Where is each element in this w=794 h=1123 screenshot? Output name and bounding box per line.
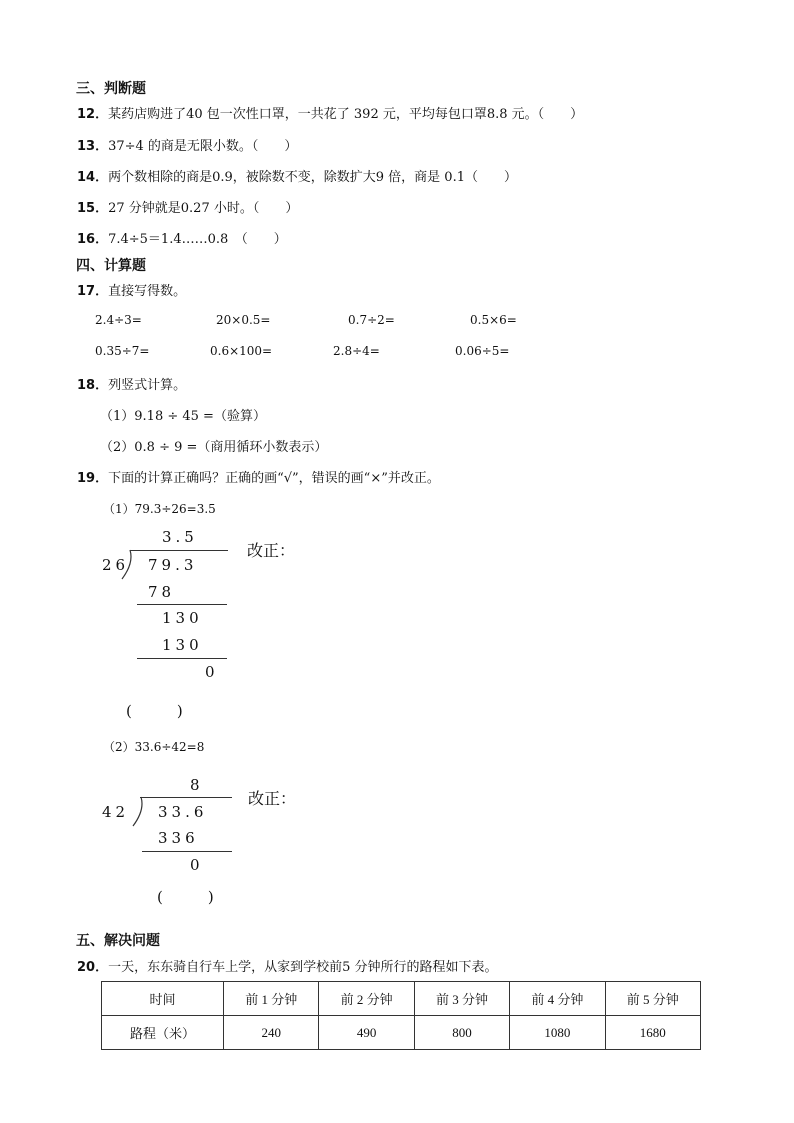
table-row	[102, 1016, 701, 1050]
calc-item: 0.5×6=	[470, 313, 517, 327]
table-cell: 800	[414, 1016, 509, 1050]
section-4-title: 四、计算题	[76, 258, 146, 274]
question-number: 12．	[77, 107, 109, 122]
table-header-cell: 前 1 分钟	[224, 982, 319, 1016]
long-division-remainder: 0	[190, 856, 204, 874]
long-division-dividend: 79.3	[148, 556, 198, 574]
table-header-cell: 前 5 分钟	[605, 982, 700, 1016]
table-cell: 路程（米）	[102, 1016, 224, 1050]
question-text: 直接写得数。	[108, 284, 187, 299]
table-cell: 1080	[510, 1016, 605, 1050]
question-number: 14．	[77, 170, 109, 185]
question-17	[77, 280, 186, 299]
question-text: 37÷4 的商是无限小数。（ ）	[108, 139, 298, 154]
question-text: 一天，东东骑自行车上学，从家到学校前5 分钟所行的路程如下表。	[108, 960, 498, 975]
question-text: 27 分钟就是0.27 小时。（ ）	[108, 201, 299, 216]
division-rule	[142, 851, 232, 852]
question-18	[77, 374, 186, 393]
long-division-divisor: 26	[102, 556, 130, 574]
long-division-step: 78	[148, 583, 176, 601]
distance-table	[101, 981, 701, 1050]
table-header-cell: 前 2 分钟	[319, 982, 414, 1016]
calc-item: 0.6×100=	[210, 344, 273, 358]
long-division-step: 336	[158, 829, 199, 847]
q18-sub-2: （2）0.8 ÷ 9 =（商用循环小数表示）	[100, 440, 328, 455]
q18-sub-1: （1）9.18 ÷ 45 =（验算）	[100, 409, 266, 424]
calc-item: 0.7÷2=	[348, 313, 395, 327]
division-rule	[137, 658, 227, 659]
answer-bracket[interactable]: ( )	[157, 888, 214, 906]
division-bar	[140, 797, 232, 798]
question-12	[77, 103, 583, 122]
question-text: 7.4÷5＝1.4……0.8 （ ）	[108, 232, 287, 247]
table-cell: 240	[224, 1016, 319, 1050]
question-number: 17．	[77, 284, 109, 299]
correction-label: 改正：	[248, 789, 297, 808]
table-header-row	[102, 982, 701, 1016]
long-division-step: 130	[162, 609, 203, 627]
question-text: 列竖式计算。	[108, 378, 187, 393]
division-rule	[137, 604, 227, 605]
calc-item: 2.8÷4=	[333, 344, 380, 358]
division-bar	[130, 550, 228, 551]
section-5-title: 五、解决问题	[76, 933, 160, 949]
question-text: 下面的计算正确吗？正确的画“√”，错误的画“×”并改正。	[108, 471, 440, 486]
section-3-title: 三、判断题	[76, 81, 146, 97]
table-header-cell: 前 4 分钟	[510, 982, 605, 1016]
table-cell: 490	[319, 1016, 414, 1050]
table-header-cell: 前 3 分钟	[414, 982, 509, 1016]
q19-part-1-label: （1）79.3÷26=3.5	[103, 502, 216, 516]
calc-item: 0.35÷7=	[95, 344, 150, 358]
division-bracket	[131, 796, 145, 828]
question-number: 18．	[77, 378, 109, 393]
question-number: 15．	[77, 201, 109, 216]
question-16	[77, 228, 287, 247]
table-header-cell: 时间	[102, 982, 224, 1016]
table-cell: 1680	[605, 1016, 700, 1050]
long-division-step: 130	[162, 636, 203, 654]
question-15	[77, 197, 298, 216]
long-division-dividend: 33.6	[158, 803, 208, 821]
question-number: 13．	[77, 139, 109, 154]
question-number: 20．	[77, 960, 109, 975]
long-division-quotient: 3.5	[162, 528, 198, 546]
calc-item: 0.06÷5=	[455, 344, 510, 358]
long-division-quotient: 8	[190, 776, 204, 794]
question-20	[77, 956, 498, 975]
long-division-divisor: 42	[102, 803, 130, 821]
calc-item: 2.4÷3=	[95, 313, 142, 327]
q19-part-2-label: （2）33.6÷42=8	[103, 740, 205, 754]
question-19	[77, 467, 440, 486]
question-text: 两个数相除的商是0.9，被除数不变，除数扩大9 倍，商是 0.1（ ）	[108, 170, 517, 185]
question-13	[77, 135, 297, 154]
correction-label: 改正：	[247, 541, 296, 560]
question-14	[77, 166, 517, 185]
question-number: 16．	[77, 232, 109, 247]
division-bracket	[120, 549, 134, 581]
calc-item: 20×0.5=	[216, 313, 271, 327]
question-text: 某药店购进了40 包一次性口罩，一共花了 392 元，平均每包口罩8.8 元。（ ）	[108, 107, 584, 122]
question-number: 19．	[77, 471, 109, 486]
answer-bracket[interactable]: ( )	[126, 702, 183, 720]
long-division-remainder: 0	[205, 663, 219, 681]
